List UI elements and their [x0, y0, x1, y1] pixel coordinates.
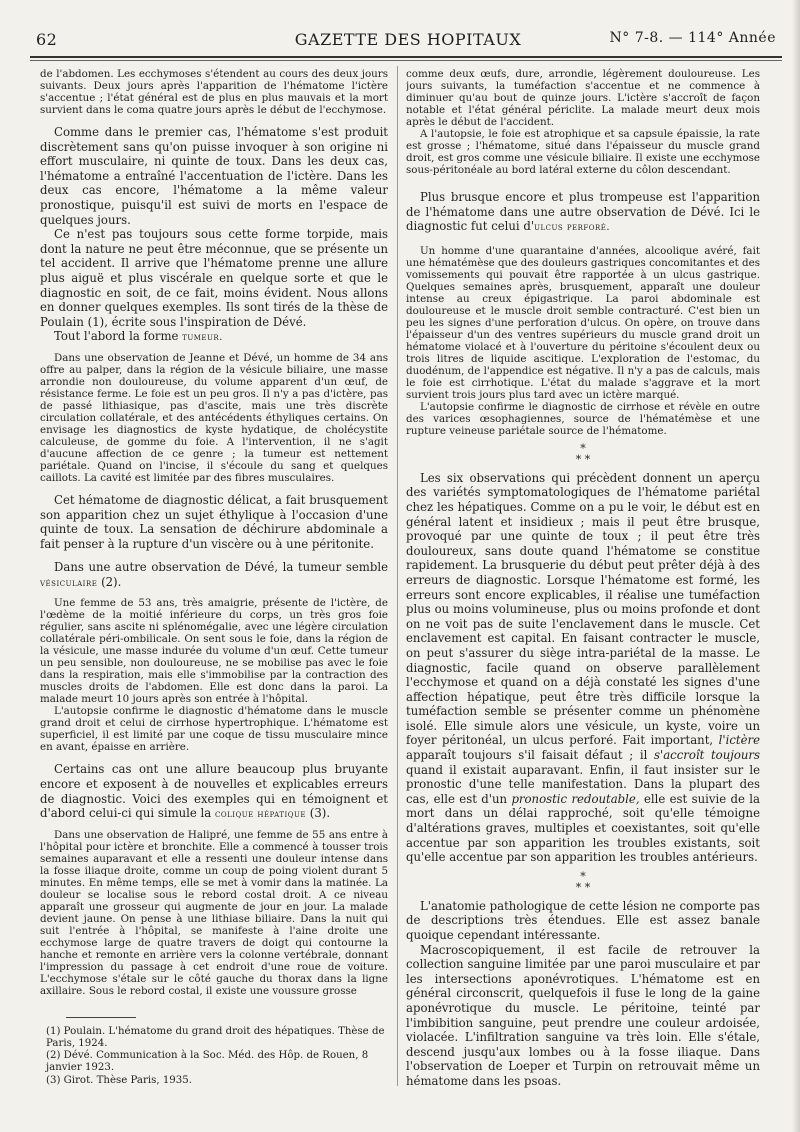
paragraph: Comme dans le premier cas, l'hématome s'est produit discrètement sans qu'on puisse invoquer à son origine ni effort musculaire, ni quinte de toux. Dans les deux cas, l'hématome a entraîné l'accentuation de l'ictère. Dans les deux cas encore, l'hématome a la même valeur pronostique, puisqu'il est suivi de morts en l'espace de quelques jours.	[40, 125, 388, 227]
issue-number: N° 7-8. — 114° Année	[609, 30, 776, 46]
section-lead: Certains cas ont une allure beaucoup plus bruyante encore et exposent à de nouvelles et explicables erreurs de diagnostic. Voici des exemples qui en témoignent et d'abord celui-ci qui simule la colique hépatique (3).	[40, 762, 388, 821]
asterism: * * *	[575, 441, 591, 466]
footnote: (3) Girot. Thèse Paris, 1935.	[46, 1074, 192, 1086]
paragraph: Macroscopiquement, il est facile de retrouver la collection sanguine limitée par une paroi musculaire et par les intersections aponévrotiques. L'hématome est en général circonscrit, quelquefois il fuse le long de la gaine aponévrotique du muscle. Le péritoine, teinté par l'imbibition sanguine, peut prendre une couleur ardoisée, violacée. L'infiltration sanguine va très loin. Elle s'étale, descend jusqu'aux lombes ou à la fosse iliaque. Dans l'observation de Loeper et Turpin on retrouvait même un hématome dans les psoas.	[406, 942, 760, 1088]
right-column	[406, 68, 760, 1104]
header-rule-thin	[30, 60, 782, 61]
case-report: L'autopsie confirme le diagnostic de cirrhose et révèle en outre des varices œsophagiennes, source de l'hématémèse et une rupture veineuse pariétale source de l'hématome.	[406, 400, 760, 437]
paragraph: de l'abdomen. Les ecchymoses s'étendent au cours des deux jours suivants. Deux jours après l'apparition de l'hématome l'ictère s'accentue ; l'état général est de plus en plus mauvais et la mort survient dans le coma quatre jours après le début de l'ecchymose.	[40, 68, 388, 116]
page-header	[28, 30, 778, 54]
left-column	[40, 68, 388, 1104]
keyword: tumeur.	[182, 332, 223, 344]
case-report: A l'autopsie, le foie est atrophique et sa capsule épaissie, la rate est grosse ; l'hématome, situé dans l'épaisseur du muscle grand droit, est gros comme une vésicule biliaire. Il existe une ecchymose sous-péritonéale au bord latéral externe du côlon descendant.	[406, 128, 760, 176]
asterism: * * *	[575, 869, 591, 894]
section-lead: Tout l'abord la forme tumeur.	[54, 329, 223, 344]
case-report: Dans une observation de Halipré, une femme de 55 ans entre à l'hôpital pour ictère et bronchite. Elle a commencé à tousser trois semaines auparavant et elle a ressenti une douleur intense dans la fosse iliaque droite, comme un coup de poing violent durant 5 minutes. En même temps, elle se met à vomir dans la matinée. La douleur se localise sous le rebord costal droit. A ce niveau apparaît une grosseur qui augmente de jour en jour. La malade devient jaune. On pense à une lithiase biliaire. Dans la nuit qui suit l'entrée à l'hôpital, se manifeste à l'aine droite une ecchymose large de quatre travers de doigt qui contourne la hanche et remonte en arrière vers la colonne vertébrale, donnant l'impression du passage à cet endroit d'une roue de voiture. L'ecchymose s'étale sur le côté gauche du thorax dans la ligne axillaire. Sous le rebord costal, il existe une voussure grosse	[40, 828, 388, 997]
footnote-rule	[66, 1017, 136, 1018]
footnote: (1) Poulain. L'hématome du grand droit des hépatiques. Thèse de Paris, 1924.	[46, 1025, 385, 1050]
footnote: (2) Dévé. Communication à la Soc. Méd. des Hôp. de Rouen, 8 janvier 1923.	[46, 1050, 369, 1074]
paragraph: Cet hématome de diagnostic délicat, a fait brusquement son apparition chez un sujet éthylique à l'occasion d'une quinte de toux. La sensation de déchirure abdominale a fait penser à la rupture d'un viscère ou à une péritonite.	[40, 492, 388, 551]
paragraph: L'anatomie pathologique de cette lésion ne comporte pas de descriptions très étendues. Elle est assez banale quoique cependant intéressante.	[406, 898, 760, 942]
case-report: L'autopsie confirme le diagnostic d'hématome dans le muscle grand droit et celui de cirrhose hypertrophique. L'hématome est superficiel, il est limité par une coque de tissu musculaire mince en avant, épaisse en arrière.	[40, 705, 388, 754]
section-lead: Plus brusque encore et plus trompeuse est l'apparition de l'hématome dans une autre observation de Dévé. Ici le diagnostic fut celui d'ulcus perforé.	[406, 190, 760, 234]
case-report: Une femme de 53 ans, très amaigrie, présente de l'ictère, de l'œdème de la moitié inférieure du corps, un très gros foie régulier, sans ascite ni splénomégalie, avec une légère circulation collatérale péri-ombilicale. On sent sous le foie, dans la région de la vésicule, une masse indurée du volume d'un œuf. Cette tumeur un peu sensible, non douloureuse, ne se mobilise pas avec le foie dans la respiration, mais elle s'immobilise par la contraction des muscles droits de l'abdomen. Elle est donc dans la paroi. La malade meurt 10 jours après son entrée à l'hôpital.	[40, 597, 388, 706]
paragraph: Ce n'est pas toujours sous cette forme torpide, mais dont la nature ne peut être méconnue, que se présente un tel accident. Il arrive que l'hématome prenne une allure plus aiguë et plus viscérale en quelque sorte et que le diagnostic en soit, de ce fait, moins évident. Nous allons en donner quelques exemples. Ils sont tirés de la thèse de Poulain (1), écrite sous l'inspiration de Dévé.	[40, 227, 388, 329]
section-lead: Dans une autre observation de Dévé, la tumeur semble vésiculaire (2).	[40, 560, 388, 589]
keyword: colique hépatique	[214, 809, 307, 821]
column-divider	[397, 66, 398, 1086]
case-report: Un homme d'une quarantaine d'années, alcoolique avéré, fait une hématémèse que des douleurs gastriques concomitantes et des vomissements qui pouvait être rapportée à un ulcus gastrique. Quelques semaines après, brusquement, apparaît une douleur intense au creux épigastrique. La paroi abdominale est douloureuse et le muscle droit semble contracturé. C'est bien un peu les signes d'une perforation d'ulcus. On opère, on trouve dans l'épaisseur d'un des ventres supérieurs du muscle grand droit un hématome violacé et à l'ouverture du péritoine s'écoulent deux ou trois litres de liquide ascitique. L'exploration de l'estomac, du duodénum, de l'appendice est négative. Il n'y a pas de calculs, mais le foie est cirrhotique. L'état du malade s'aggrave et la mort survient trois jours plus tard avec un ictère marqué.	[406, 244, 760, 401]
keyword: ulcus perforé.	[534, 222, 611, 234]
header-rule	[30, 56, 782, 58]
keyword: vésiculaire	[40, 577, 98, 589]
page-edge-shadow	[792, 0, 800, 1132]
journal-title: GAZETTE DES HOPITAUX	[294, 30, 522, 49]
page-number: 62	[36, 30, 58, 49]
paragraph: Les six observations qui précèdent donnent un aperçu des variétés symptomatologiques de l'hématome pariétal chez les hépatiques. Comme on a pu le voir, le début est en général latent et insidieux ; mais il peut être brusque, provoqué par une quinte de toux ; il peut être très douloureux, sans doute quand l'hématome se constitue rapidement. La brusquerie du début peut prêter déjà à des erreurs de diagnostic. Lorsque l'hématome est formé, les erreurs sont encore explicables, il réalise une tuméfaction plus ou moins volumineuse, plus ou moins profonde et dont on ne voit pas de suite l'enclavement dans le muscle. Cet enclavement est capital. En faisant contracter le muscle, on peut s'assurer du siège intra-pariétal de la masse. Le diagnostic, facile quand on observe parallèlement l'ecchymose et quand on a déjà constaté les signes d'une affection hépatique, peut être très difficile lorsque la tuméfaction semble se présenter comme un phénomène isolé. Elle simule alors une vésicule, un kyste, voire un foyer péritonéal, un ulcus perforé. Fait important, l'ictère apparaît toujours s'il faisait défaut ; il s'accroît toujours quand il existait auparavant. Enfin, il faut insister sur le pronostic d'une telle manifestation. Dans la plupart des cas, elle est d'un pronostic redoutable, elle est suivie de la mort dans un délai rapproché, soit qu'elle témoigne d'altérations graves, multiples et coexistantes, soit qu'elle accentue par son apparition les troubles existants, soit qu'elle accentue par son apparition les troubles antérieurs.	[406, 470, 760, 865]
case-report: Dans une observation de Jeanne et Dévé, un homme de 34 ans offre au palper, dans la région de la vésicule biliaire, une masse arrondie non douloureuse, du volume apparent d'un œuf, de résistance ferme. Le foie est un peu gros. Il n'y a pas d'ictère, pas de passé lithiasique, pas d'ascite, mais une très discrète circulation collatérale, et des antécédents éthyliques certains. On envisage les diagnostics de kyste hydatique, de cholécystite calculeuse, de gomme du foie. A l'intervention, il ne s'agit d'aucune affection de ce genre ; la tumeur est nettement pariétale. Quand on l'incise, il s'écoule du sang et quelques caillots. La cavité est limitée par des fibres musculaires.	[40, 351, 388, 484]
case-report: comme deux œufs, dure, arrondie, légèrement douloureuse. Les jours suivants, la tuméfaction s'accentue et ne commence à diminuer qu'au bout de quinze jours. L'ictère s'accroît de façon notable et l'état général périclite. La malade meurt deux mois après le début de l'accident.	[406, 68, 760, 128]
